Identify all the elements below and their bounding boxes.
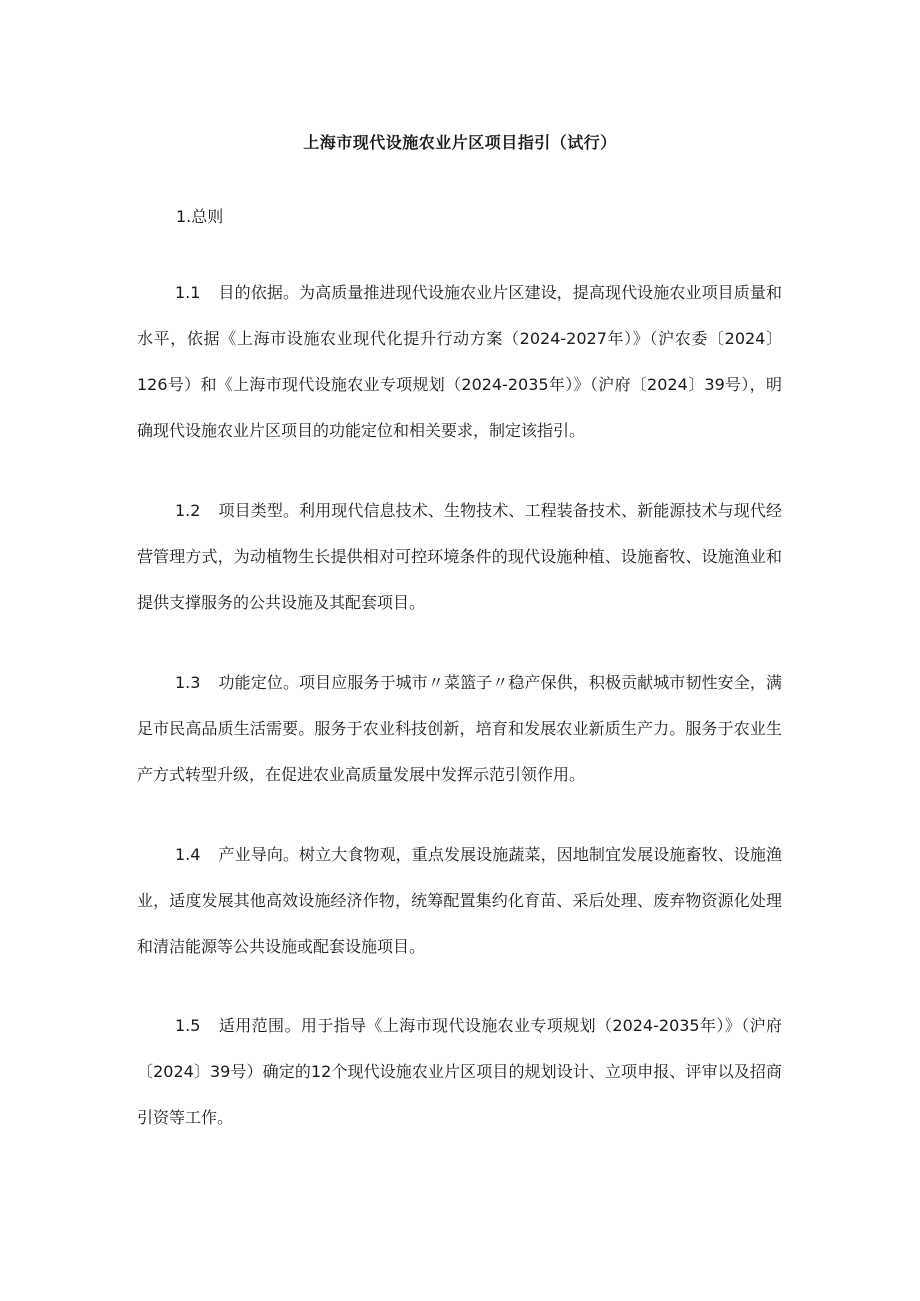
- paragraph-1-5: [137, 1003, 782, 1141]
- paragraph-1-3: [137, 660, 782, 798]
- paragraph-text: 项目类型。利用现代信息技术、生物技术、工程装备技术、新能源技术与现代经营管理方式，为动植物生长提供相对可控环境条件的现代设施种植、设施畜牧、设施渔业和提供支撑服务的公共设施及其配套项目。: [137, 501, 782, 612]
- section-heading: 1.总则: [176, 207, 224, 226]
- paragraph-number: 1.3: [175, 673, 201, 692]
- paragraph-1-1: [137, 270, 782, 454]
- paragraph-text: 适用范围。用于指导《上海市现代设施农业专项规划（2024-2035年）》（沪府〔2024〕39号）确定的12个现代设施农业片区项目的规划设计、立项申报、评审以及招商引资等工作。: [137, 1016, 782, 1127]
- paragraph-text: 产业导向。树立大食物观，重点发展设施蔬菜，因地制宜发展设施畜牧、设施渔业，适度发展其他高效设施经济作物，统筹配置集约化育苗、采后处理、废弃物资源化处理和清洁能源等公共设施或配套设施项目。: [137, 845, 782, 956]
- paragraph-1-4: [137, 832, 782, 970]
- paragraph-1-2: [137, 488, 782, 626]
- paragraph-text: 目的依据。为高质量推进现代设施农业片区建设，提高现代设施农业项目质量和水平，依据《上海市设施农业现代化提升行动方案（2024-2027年）》（沪农委〔2024〕126号）和《上海市现代设施农业专项规划（2024-2035年）》（沪府〔2024〕39号），明确现代设施农业片区项目的功能定位和相关要求，制定该指引。: [137, 283, 782, 440]
- document-title: 上海市现代设施农业片区项目指引（试行）: [303, 133, 617, 152]
- paragraph-text: 功能定位。项目应服务于城市〃菜篮子〃稳产保供，积极贡献城市韧性安全，满足市民高品质生活需要。服务于农业科技创新，培育和发展农业新质生产力。服务于农业生产方式转型升级，在促进农业高质量发展中发挥示范引领作用。: [137, 673, 782, 784]
- paragraph-number: 1.5: [175, 1016, 201, 1035]
- paragraph-number: 1.4: [175, 845, 201, 864]
- paragraph-number: 1.1: [175, 283, 201, 302]
- paragraph-number: 1.2: [175, 501, 201, 520]
